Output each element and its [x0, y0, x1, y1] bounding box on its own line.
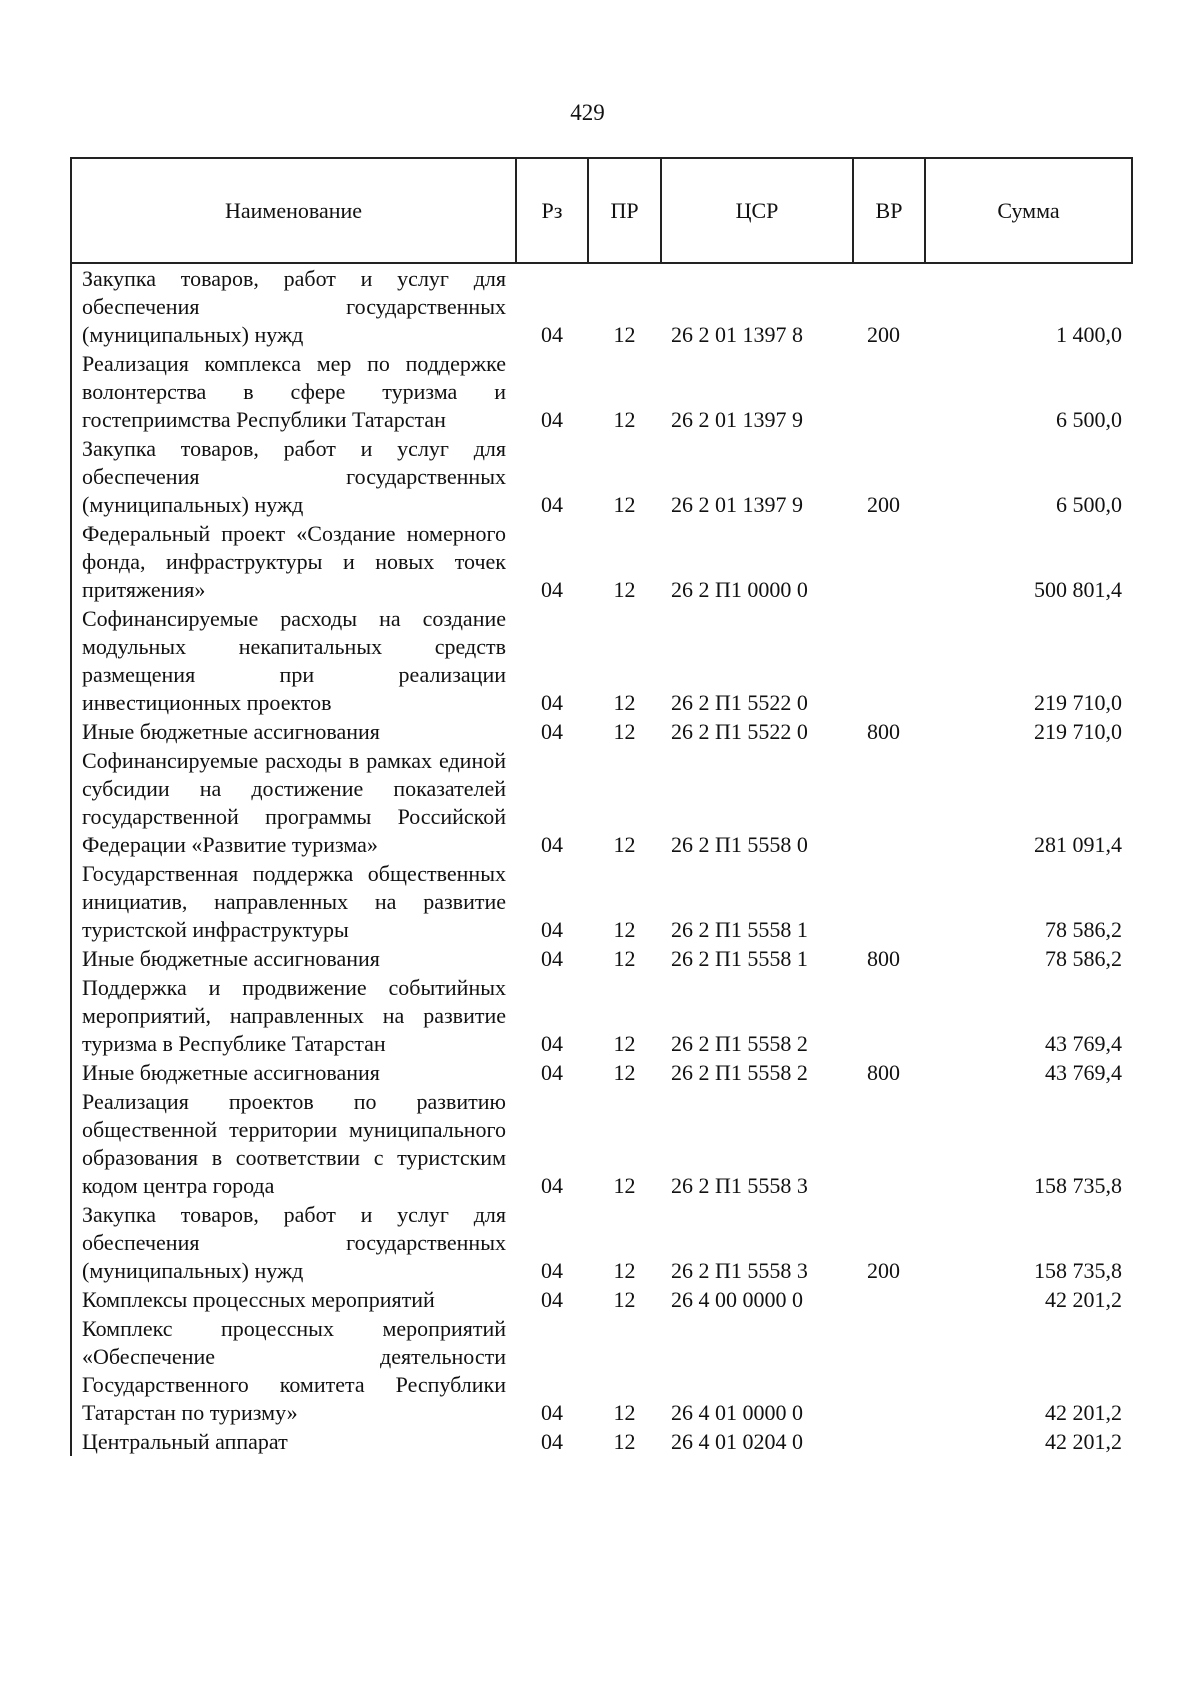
cell-sum: 281 091,4 — [1034, 832, 1122, 857]
cell-vr — [853, 349, 925, 434]
cell-rz: 04 — [541, 832, 563, 857]
table-row — [71, 944, 1132, 973]
cell-name: Закупка товаров, работ и услуг для обеспечения государственных (муниципальных) нужд — [71, 1200, 516, 1285]
budget-table — [70, 157, 1133, 1456]
cell-rz: 04 — [541, 1287, 563, 1312]
cell-rz: 04 — [541, 492, 563, 517]
cell-csr: 26 2 П1 5522 0 — [671, 690, 808, 715]
cell-rz: 04 — [541, 407, 563, 432]
cell-name: Государственная поддержка общественных инициатив, направленных на развитие туристской инфраструктуры — [71, 859, 516, 944]
cell-vr: 800 — [867, 1060, 900, 1085]
cell-name: Поддержка и продвижение событийных мероприятий, направленных на развитие туризма в Республике Татарстан — [71, 973, 516, 1058]
cell-rz: 04 — [541, 946, 563, 971]
cell-pr: 12 — [613, 1400, 636, 1425]
cell-sum: 42 201,2 — [1045, 1287, 1122, 1312]
cell-pr: 12 — [613, 690, 636, 715]
header-rz: Рз — [516, 158, 588, 263]
table-row — [71, 349, 1132, 434]
cell-sum: 43 769,4 — [1045, 1060, 1122, 1085]
cell-vr — [853, 604, 925, 717]
cell-vr — [853, 1285, 925, 1314]
cell-name: Иные бюджетные ассигнования — [71, 717, 516, 746]
cell-sum: 158 735,8 — [1034, 1258, 1122, 1283]
cell-vr: 800 — [867, 719, 900, 744]
cell-pr: 12 — [613, 407, 636, 432]
cell-rz: 04 — [541, 719, 563, 744]
cell-rz: 04 — [541, 577, 563, 602]
cell-csr: 26 2 П1 5558 3 — [671, 1173, 808, 1198]
cell-pr: 12 — [613, 1287, 636, 1312]
cell-vr — [853, 859, 925, 944]
cell-name: Комплексы процессных мероприятий — [71, 1285, 516, 1314]
cell-csr: 26 4 01 0204 0 — [671, 1429, 803, 1454]
cell-sum: 42 201,2 — [1045, 1429, 1122, 1454]
cell-pr: 12 — [613, 719, 636, 744]
cell-pr: 12 — [613, 946, 636, 971]
cell-pr: 12 — [613, 917, 636, 942]
cell-csr: 26 2 П1 0000 0 — [671, 577, 808, 602]
cell-csr: 26 4 00 0000 0 — [671, 1287, 803, 1312]
table-row — [71, 263, 1132, 349]
cell-csr: 26 2 01 1397 8 — [671, 322, 803, 347]
cell-sum: 158 735,8 — [1034, 1173, 1122, 1198]
cell-rz: 04 — [541, 1400, 563, 1425]
header-pr: ПР — [588, 158, 661, 263]
table-row — [71, 717, 1132, 746]
cell-pr: 12 — [613, 1060, 636, 1085]
cell-pr: 12 — [613, 322, 636, 347]
cell-csr: 26 2 П1 5558 1 — [671, 946, 808, 971]
table-row — [71, 604, 1132, 717]
cell-sum: 219 710,0 — [1034, 690, 1122, 715]
table-row — [71, 1058, 1132, 1087]
cell-rz: 04 — [541, 322, 563, 347]
table-row — [71, 746, 1132, 859]
table-row — [71, 1087, 1132, 1200]
cell-rz: 04 — [541, 1060, 563, 1085]
cell-name: Федеральный проект «Создание номерного фонда, инфраструктуры и новых точек притяжения» — [71, 519, 516, 604]
cell-rz: 04 — [541, 690, 563, 715]
cell-name: Комплекс процессных мероприятий «Обеспечение деятельности Государственного комитета Республики Татарстан по туризму» — [71, 1314, 516, 1427]
header-name: Наименование — [71, 158, 516, 263]
table-body — [71, 263, 1132, 1456]
cell-pr: 12 — [613, 577, 636, 602]
cell-sum: 500 801,4 — [1034, 577, 1122, 602]
cell-csr: 26 2 П1 5558 1 — [671, 917, 808, 942]
cell-name: Иные бюджетные ассигнования — [71, 1058, 516, 1087]
table-row — [71, 519, 1132, 604]
cell-name: Закупка товаров, работ и услуг для обеспечения государственных (муниципальных) нужд — [71, 434, 516, 519]
cell-name: Центральный аппарат — [71, 1427, 516, 1456]
table-row — [71, 434, 1132, 519]
cell-name: Реализация проектов по развитию общественной территории муниципального образования в соответствии с туристским кодом центра города — [71, 1087, 516, 1200]
cell-csr: 26 2 П1 5558 0 — [671, 832, 808, 857]
cell-sum: 43 769,4 — [1045, 1031, 1122, 1056]
table-row — [71, 973, 1132, 1058]
cell-csr: 26 2 П1 5558 3 — [671, 1258, 808, 1283]
cell-sum: 42 201,2 — [1045, 1400, 1122, 1425]
cell-pr: 12 — [613, 1031, 636, 1056]
cell-vr: 200 — [867, 492, 900, 517]
header-csr: ЦСР — [661, 158, 853, 263]
cell-vr — [853, 746, 925, 859]
cell-sum: 219 710,0 — [1034, 719, 1122, 744]
cell-pr: 12 — [613, 1258, 636, 1283]
cell-name: Иные бюджетные ассигнования — [71, 944, 516, 973]
cell-name: Закупка товаров, работ и услуг для обеспечения государственных (муниципальных) нужд — [71, 263, 516, 349]
cell-csr: 26 2 01 1397 9 — [671, 407, 803, 432]
cell-csr: 26 2 П1 5558 2 — [671, 1060, 808, 1085]
cell-pr: 12 — [613, 1429, 636, 1454]
cell-vr: 200 — [867, 1258, 900, 1283]
table-row — [71, 1200, 1132, 1285]
cell-pr: 12 — [613, 1173, 636, 1198]
page-number: 429 — [570, 100, 605, 125]
cell-vr — [853, 1087, 925, 1200]
cell-csr: 26 2 01 1397 9 — [671, 492, 803, 517]
cell-vr: 800 — [867, 946, 900, 971]
cell-name: Софинансируемые расходы в рамках единой субсидии на достижение показателей государственной программы Российской Федерации «Развитие туризма» — [71, 746, 516, 859]
header-vr: ВР — [853, 158, 925, 263]
cell-sum: 6 500,0 — [1056, 407, 1122, 432]
cell-rz: 04 — [541, 1031, 563, 1056]
cell-name: Софинансируемые расходы на создание модульных некапитальных средств размещения при реализации инвестиционных проектов — [71, 604, 516, 717]
table-header — [71, 158, 1132, 263]
table-row — [71, 1314, 1132, 1427]
cell-vr — [853, 519, 925, 604]
cell-sum: 78 586,2 — [1045, 917, 1122, 942]
cell-rz: 04 — [541, 1429, 563, 1454]
cell-csr: 26 2 П1 5558 2 — [671, 1031, 808, 1056]
table-row — [71, 859, 1132, 944]
cell-sum: 1 400,0 — [1056, 322, 1122, 347]
cell-csr: 26 2 П1 5522 0 — [671, 719, 808, 744]
cell-vr: 200 — [867, 322, 900, 347]
cell-sum: 78 586,2 — [1045, 946, 1122, 971]
header-sum: Сумма — [925, 158, 1132, 263]
table-row — [71, 1427, 1132, 1456]
cell-vr — [853, 1427, 925, 1456]
cell-csr: 26 4 01 0000 0 — [671, 1400, 803, 1425]
cell-rz: 04 — [541, 917, 563, 942]
cell-pr: 12 — [613, 492, 636, 517]
cell-vr — [853, 973, 925, 1058]
cell-vr — [853, 1314, 925, 1427]
cell-name: Реализация комплекса мер по поддержке волонтерства в сфере туризма и гостеприимства Республики Татарстан — [71, 349, 516, 434]
cell-pr: 12 — [613, 832, 636, 857]
cell-rz: 04 — [541, 1173, 563, 1198]
table-row — [71, 1285, 1132, 1314]
cell-rz: 04 — [541, 1258, 563, 1283]
cell-sum: 6 500,0 — [1056, 492, 1122, 517]
